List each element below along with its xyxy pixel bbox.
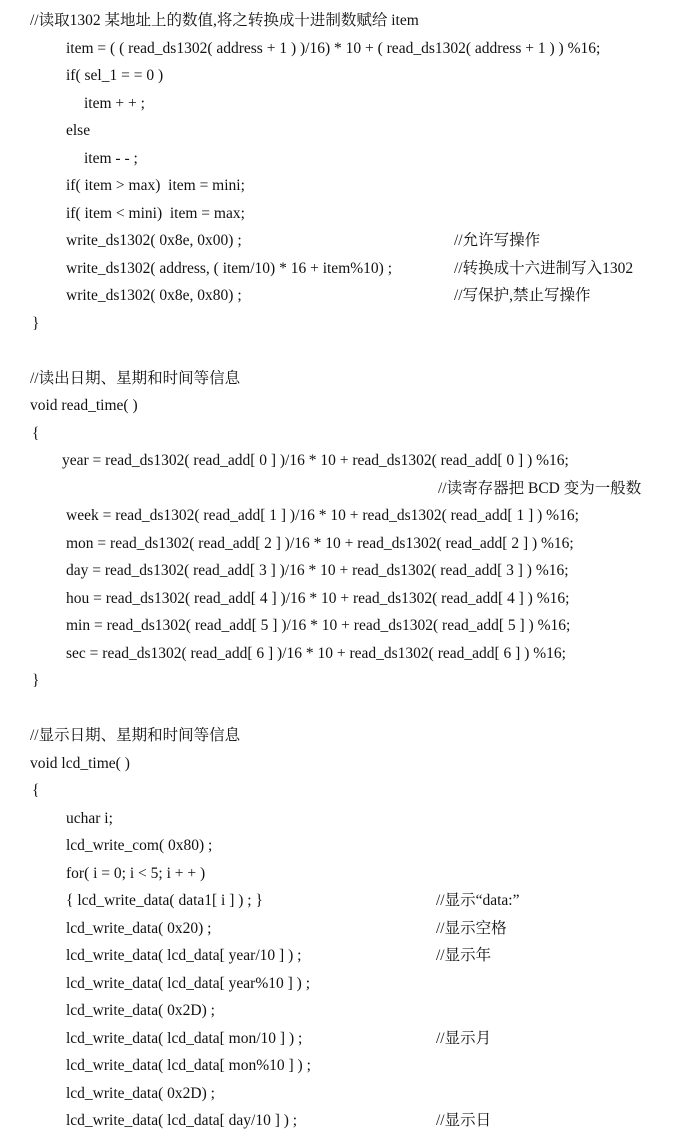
code-line — [0, 943, 679, 969]
code-line — [0, 311, 679, 337]
code-line — [0, 613, 679, 639]
code-line — [0, 806, 679, 832]
code-line — [0, 641, 679, 667]
code-text: hou = read_ds1302( read_add[ 4 ] )/16 * 10 + read_ds1302( read_add[ 4 ] ) %16; — [66, 589, 570, 607]
code-line — [0, 1053, 679, 1079]
code-line — [0, 723, 679, 749]
code-comment: //读寄存器把 BCD 变为一般数 — [438, 479, 642, 497]
code-line — [0, 778, 679, 804]
code-comment: //写保护,禁止写操作 — [454, 287, 591, 304]
code-comment: //显示月 — [436, 1029, 492, 1047]
code-text: write_ds1302( 0x8e, 0x00) ; — [66, 232, 242, 249]
code-line — [0, 971, 679, 997]
code-text: year = read_ds1302( read_add[ 0 ] )/16 * 10 + read_ds1302( read_add[ 0 ] ) %16; — [62, 452, 569, 469]
code-text: for( i = 0; i < 5; i + + ) — [66, 864, 206, 882]
code-line — [0, 558, 679, 584]
code-text: lcd_write_data( lcd_data[ mon%10 ] ) ; — [66, 1057, 311, 1074]
code-line — [0, 36, 679, 62]
code-line — [0, 833, 679, 859]
code-line — [0, 91, 679, 117]
code-text: lcd_write_data( lcd_data[ day/10 ] ) ; — [66, 1112, 298, 1129]
code-text: week = read_ds1302( read_add[ 1 ] )/16 * 10 + read_ds1302( read_add[ 1 ] ) %16; — [66, 507, 579, 524]
code-text: void lcd_time( ) — [30, 754, 130, 772]
code-line — [0, 338, 679, 364]
code-text: day = read_ds1302( read_add[ 3 ] )/16 * 10 + read_ds1302( read_add[ 3 ] ) %16; — [66, 562, 569, 579]
code-line — [0, 476, 679, 502]
code-line — [0, 63, 679, 89]
code-text: //读取1302 某地址上的数值,将之转换成十进制数赋给 item — [30, 12, 419, 29]
code-line — [0, 888, 679, 914]
code-line — [0, 448, 679, 474]
code-text: if( sel_1 = = 0 ) — [66, 67, 164, 84]
code-line — [0, 173, 679, 199]
code-text: write_ds1302( address, ( item/10) * 16 + item%10) ; — [66, 259, 392, 277]
code-comment: //转换成十六进制写入1302 — [454, 259, 634, 277]
code-comment: //显示空格 — [436, 919, 507, 937]
code-text: lcd_write_com( 0x80) ; — [66, 837, 213, 854]
code-text: //显示日期、星期和时间等信息 — [30, 727, 241, 744]
code-line — [0, 861, 679, 887]
code-comment: //显示日 — [436, 1112, 492, 1129]
code-comment: //显示“data:” — [436, 892, 520, 909]
code-comment: //显示年 — [436, 947, 492, 964]
code-line — [0, 916, 679, 942]
code-line — [0, 228, 679, 254]
code-line — [0, 751, 679, 777]
code-line — [0, 201, 679, 227]
code-line — [0, 668, 679, 694]
code-text: lcd_write_data( 0x2D) ; — [66, 1002, 215, 1019]
code-line — [0, 421, 679, 447]
code-line — [0, 118, 679, 144]
code-text: lcd_write_data( 0x20) ; — [66, 919, 212, 937]
code-line — [0, 586, 679, 612]
code-line — [0, 1108, 679, 1134]
code-text: sec = read_ds1302( read_add[ 6 ] )/16 * 10 + read_ds1302( read_add[ 6 ] ) %16; — [66, 644, 566, 662]
code-text: lcd_write_data( lcd_data[ year%10 ] ) ; — [66, 974, 311, 992]
code-text: item - - ; — [84, 149, 138, 167]
code-text: //读出日期、星期和时间等信息 — [30, 369, 241, 387]
code-line — [0, 283, 679, 309]
code-text: void read_time( ) — [30, 397, 138, 414]
code-text: } — [32, 314, 40, 332]
code-text: else — [66, 122, 91, 139]
code-text: item = ( ( read_ds1302( address + 1 ) )/16) * 10 + ( read_ds1302( address + 1 ) ) %16; — [66, 39, 601, 57]
code-line — [0, 8, 679, 34]
code-line — [0, 998, 679, 1024]
code-line — [0, 1026, 679, 1052]
code-text: min = read_ds1302( read_add[ 5 ] )/16 * 10 + read_ds1302( read_add[ 5 ] ) %16; — [66, 617, 571, 634]
code-text: item + + ; — [84, 94, 145, 112]
code-text: lcd_write_data( 0x2D) ; — [66, 1084, 215, 1102]
code-line — [0, 696, 679, 722]
code-line — [0, 503, 679, 529]
code-line — [0, 256, 679, 282]
code-text: } — [32, 672, 40, 689]
code-line — [0, 1081, 679, 1107]
code-text: if( item < mini) item = max; — [66, 204, 245, 222]
code-text: { lcd_write_data( data1[ i ] ) ; } — [66, 892, 263, 909]
code-text: write_ds1302( 0x8e, 0x80) ; — [66, 287, 242, 304]
code-text: lcd_write_data( lcd_data[ year/10 ] ) ; — [66, 947, 302, 964]
code-line — [0, 393, 679, 419]
code-line — [0, 531, 679, 557]
code-text: { — [32, 782, 40, 799]
code-comment: //允许写操作 — [454, 232, 541, 249]
code-line — [0, 366, 679, 392]
code-text: mon = read_ds1302( read_add[ 2 ] )/16 * 10 + read_ds1302( read_add[ 2 ] ) %16; — [66, 534, 574, 552]
code-text: lcd_write_data( lcd_data[ mon/10 ] ) ; — [66, 1029, 303, 1047]
code-text: { — [32, 424, 40, 442]
code-line — [0, 146, 679, 172]
code-text: uchar i; — [66, 809, 113, 827]
code-text: if( item > max) item = mini; — [66, 177, 245, 194]
